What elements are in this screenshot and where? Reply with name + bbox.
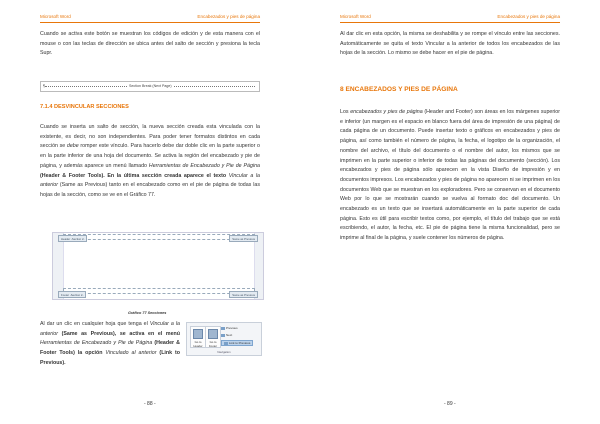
footer-icon: [208, 329, 218, 339]
header-same-as-previous-tag: Same as Previous: [229, 235, 258, 242]
figure-caption: Gráfico 77 Secciones: [128, 311, 167, 315]
footer-zone: [63, 288, 255, 294]
left-header-title: Microsoft Word: [40, 14, 71, 19]
section-break-figure: [40, 81, 260, 92]
pilcrow-mark: ¶: [43, 83, 46, 88]
next-option[interactable]: Next: [221, 333, 232, 337]
right-header-rule: [340, 22, 560, 23]
right-section-heading: 8 ENCABEZADOS Y PIES DE PÁGINA: [340, 86, 458, 93]
go-to-footer-button[interactable]: Go to Footer: [205, 326, 221, 348]
right-header-section: Encabezados y pies de página: [497, 14, 560, 19]
section-break-label: Section Break (Next Page): [129, 83, 172, 88]
navigation-group-label: Navigation: [217, 350, 231, 354]
right-body-paragraph: Los encabezados y pies de página (Header and Footer) son áreas en los márgenes superior e inferior (un margen es el espacio en blanco fuera del área de impresión de una página) de cada página de un documento. Puede insertar texto o gráficos en encabezados y pies de página, así como también el número de página, la fecha, el logotipo de la organización, el nombre del archivo, el título del documento o el nombre del autor, los mismos que se imprimen en la parte superior o inferior de todas las páginas del documento (sección). Los encabezados y pies de página sólo aparecen en la vista Diseño de impresión y en documentos impresos. Los encabezados y pies de página no aparecen ni se imprimen en los documentos Web que se muestran en los exploradores. Pero se conservan en el documento Web por lo que se mostrarán cuando se vuelva al formato doc del documento. Un encabezado es un texto que se insertará automáticamente en la parte superior de cada página. Esto es útil para escribir textos como, por ejemplo, el título del trabajo que se está escribiendo, el autor, la fecha, etc. El pie de página tiene la misma funcionalidad, pero se imprime al final de la página, y suele contener los números de página.: [340, 109, 561, 242]
document-sections-figure: [52, 232, 264, 300]
left-page-number: - 88 -: [144, 401, 156, 407]
header-icon: [193, 329, 203, 339]
left-header-section: Encabezados y pies de página: [197, 14, 260, 19]
right-intro-paragraph: Al dar clic en esta opción, la misma se deshabilita y se rompe el vínculo entre las secciones. Automáticamente se quita el texto Vincular a la anterior de todos los encabezados de las hojas de la sección. Lo mismo se debe hacer en el pie de página.: [340, 31, 560, 57]
link-icon: [224, 342, 228, 345]
go-to-header-button[interactable]: Go to Header: [190, 326, 206, 348]
right-header-title: Microsoft Word: [340, 14, 371, 19]
left-section-heading: 7.1.4 DESVINCULAR SECCIONES: [40, 104, 129, 110]
navigation-ribbon-figure: [186, 322, 262, 356]
left-header-rule: [40, 22, 260, 23]
right-page: [300, 0, 600, 424]
left-intro-paragraph: Cuando se activa este botón se muestran los códigos de edición y de esta manera con el mouse o con las teclas de dirección se ubica antes del salto de sección y presiona la tecla Supr.: [40, 31, 260, 57]
right-page-number: - 89 -: [444, 401, 456, 407]
left-paragraph-2: Cuando se inserta un salto de sección, la nueva sección creada esta vinculada con la existente, es decir, no son independientes. Para poder tener formatos distintos en cada sección se debe romper este vínculo. Para hacerlo debe dar doble clic en la parte superior o en la parte inferior de una hoja del documento. Se activa la región del encabezado y pie de página, y además aparece un menú llamado Herramientas de Encabezado y Pie de Página (Header & Footer Tools). En la última sección creada aparece el texto Vincular a la anterior (Same as Previous) tanto en el encabezado como en el pie de página de todas las hojas de la sección, como se ve en el Gráfico 77.: [40, 124, 260, 198]
next-icon: [221, 334, 225, 337]
left-paragraph-3: Al dar un clic en cualquier hoja que tenga el Vincular a la anterior (Same as Previous), se activa en el menú Herramientas de Encabezado y Pie de Página (Header & Footer Tools) la opción Vinculado al anterior (Link to Previous).: [40, 321, 181, 366]
header-zone: [63, 234, 255, 240]
footer-section-tag: Footer -Section 2-: [58, 291, 86, 298]
header-section-tag: Header -Section 2-: [58, 235, 87, 242]
previous-icon: [221, 327, 225, 330]
previous-option[interactable]: Previous: [221, 326, 238, 330]
link-to-previous-option[interactable]: Link to Previous: [221, 340, 253, 346]
footer-same-as-previous-tag: Same as Previous: [229, 291, 258, 298]
